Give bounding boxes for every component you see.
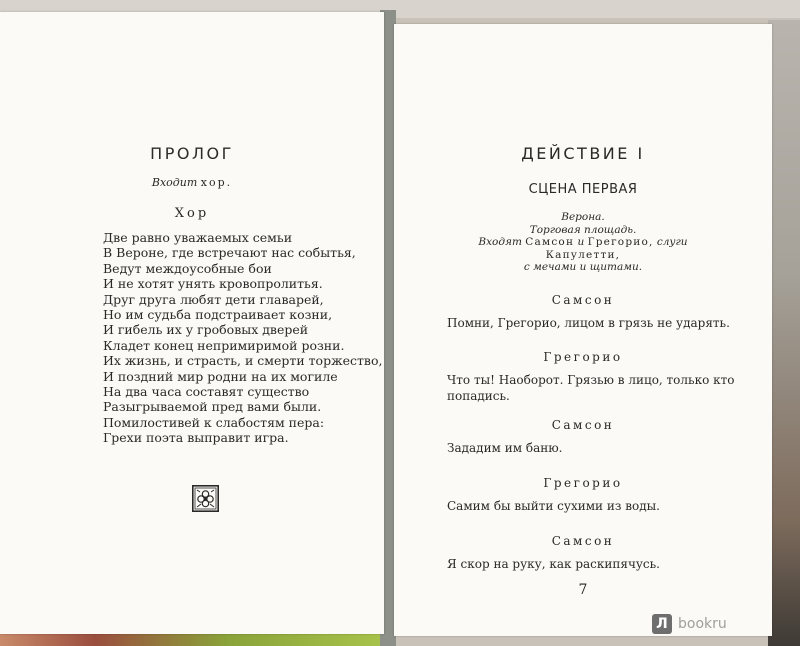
stage-line: Верона. [561,211,605,223]
stage-line-entrance [394,236,772,249]
verse-line: Помилостивей к слабостям пера: [103,414,325,430]
verse-line: Ведут междоусобные бои [103,260,272,276]
verse-line: И поздний мир родни на их могиле [103,368,338,384]
stage-word: и [577,236,585,249]
page-title: ПРОЛОГ [150,144,234,163]
stage-direction [394,211,772,274]
verse-line: Но им судьба подстраивает козни, [103,307,333,323]
stage-direction-text: Входит [151,176,198,189]
scene-title: СЦЕНА ПЕРВАЯ [528,182,638,197]
watermark-logo-icon: Л [652,614,672,634]
verse-line: Грехи поэта выправит игра. [103,430,289,446]
speaker-name: Хор [174,206,210,221]
verse-line: И гибель их у гробовых дверей [103,322,309,338]
cover-edge-right [768,20,800,646]
stage-line: Торговая площадь. [529,223,637,236]
speaker-name: Самсон [551,534,615,548]
dialogue-line: Что ты! Наоборот. Грязью в лицо, только кто попадись. [447,373,735,403]
verse-line: В Вероне, где встречают нас событья, [103,245,356,261]
stage-line: с мечами и щитами. [523,261,643,274]
verse-line: Разыгрываемой пред вами были. [103,399,322,415]
verse-line: Две равно уважаемых семьи [103,230,293,245]
prologue-verse [103,230,383,446]
verse-line: И не хотят унять кровопролитья. [103,276,323,292]
right-page [394,24,772,636]
stage-direction-who: хор. [200,176,233,189]
verse-line: Их жизнь, и страсть, и смерти торжество, [103,353,383,369]
left-page [0,12,384,634]
speaker-name: Самсон [551,293,615,307]
stage-word: слуги [656,236,688,249]
stage-word: Входят [478,236,522,249]
floral-ornament-icon [192,485,219,512]
dialogue-line: Помни, Грегорио, лицом в грязь не ударять. [447,316,730,330]
stage-direction [0,176,384,189]
verse-line: На два часа составят существо [103,384,310,400]
speaker-name: Грегорио [543,350,623,364]
dialogue-line: Зададим им баню. [447,441,563,455]
page-number: 7 [578,582,588,598]
character-name: Самсон [525,236,575,249]
watermark-text: bookru [678,616,727,632]
family-name: Капулетти, [545,248,621,261]
verse-line: Друг друга любят дети главарей, [103,291,324,307]
act-title: ДЕЙСТВИЕ I [521,144,645,163]
dialogue-line: Самим бы выйти сухими из воды. [447,499,660,513]
character-name: Грегорио, [587,236,654,249]
speaker-name: Грегорио [543,476,623,490]
verse-line: Кладет конец непримиримой розни. [103,337,345,353]
dialogue-line: Я скор на руку, как раскипячусь. [447,557,660,571]
watermark [652,613,727,635]
speaker-name: Самсон [551,418,615,432]
